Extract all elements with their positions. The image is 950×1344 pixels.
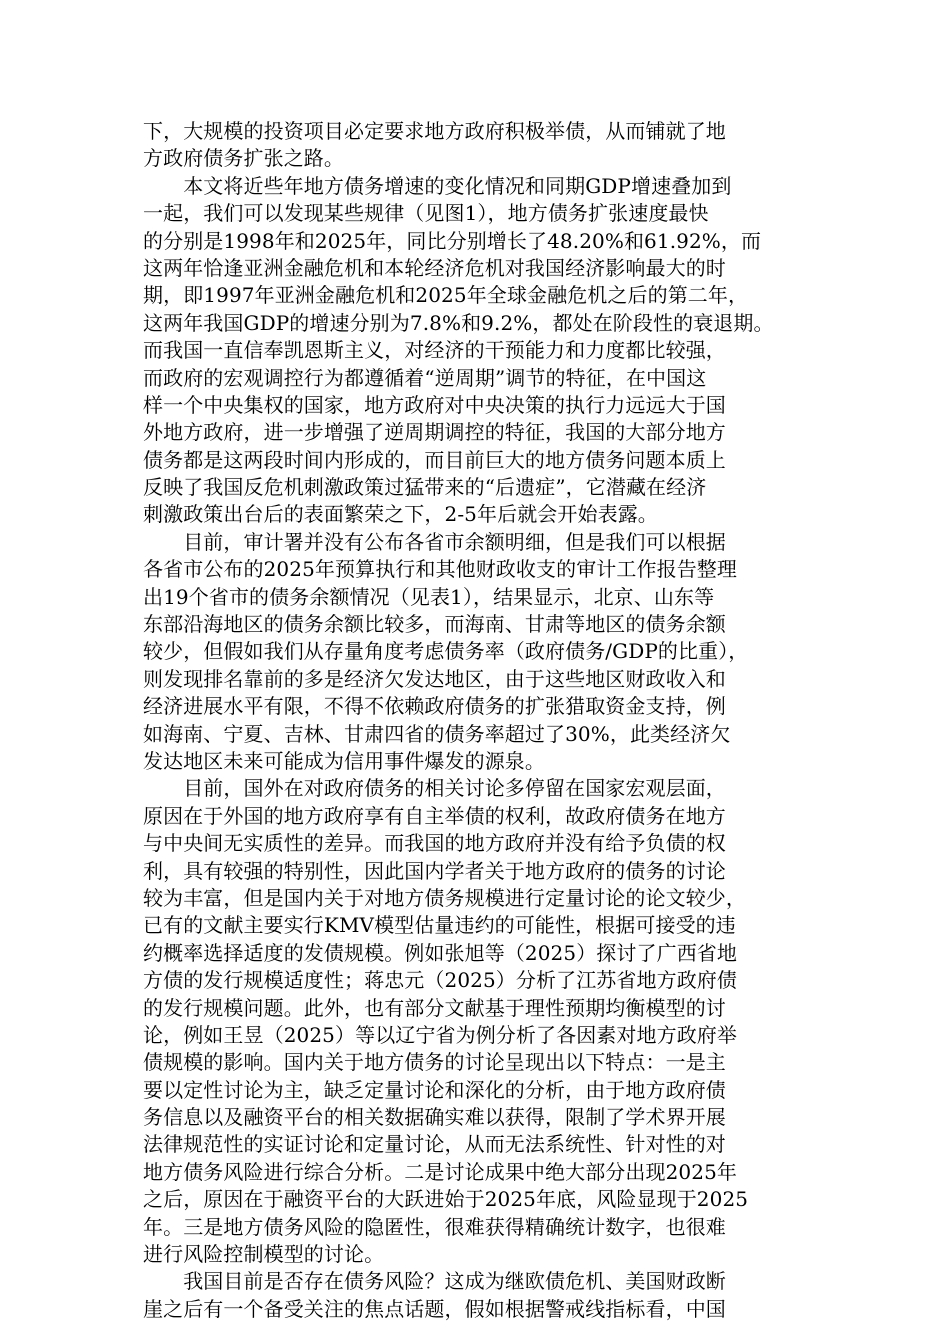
text-line: 期，即1997年亚洲金融危机和2025年全球金融危机之后的第二年，: [143, 283, 749, 308]
text-line: 与中央间无实质性的差异。而我国的地方政府并没有给予负债的权: [143, 831, 726, 856]
text-line: 经济进展水平有限，不得不依赖政府债务的扩张猎取资金支持，例: [143, 694, 726, 719]
paragraph-5: [143, 1268, 819, 1323]
text-line: 目前，国外在对政府债务的相关讨论多停留在国家宏观层面，: [143, 776, 726, 801]
text-line: 本文将近些年地方债务增速的变化情况和同期GDP增速叠加到: [143, 173, 732, 198]
text-line: 利，具有较强的特别性，因此国内学者关于地方政府的债务的讨论: [143, 858, 726, 883]
text-line: 这两年恰逢亚洲金融危机和本轮经济危机对我国经济影响最大的时: [143, 255, 726, 280]
text-line: 各省市公布的2025年预算执行和其他财政收支的审计工作报告整理: [143, 557, 737, 582]
text-line: 方债的发行规模适度性；蒋忠元（2025）分析了江苏省地方政府债: [143, 968, 737, 993]
text-line: 已有的文献主要实行KMV模型估量违约的可能性，根据可接受的违: [143, 913, 736, 938]
text-line: 务信息以及融资平台的相关数据确实难以获得，限制了学术界开展: [143, 1105, 726, 1130]
text-line: 我国目前是否存在债务风险？这成为继欧债危机、美国财政断: [143, 1269, 726, 1294]
text-line: 而政府的宏观调控行为都遵循着“逆周期”调节的特征，在中国这: [143, 365, 707, 390]
text-line: 的发行规模问题。此外，也有部分文献基于理性预期均衡模型的讨: [143, 995, 726, 1020]
text-line: 崖之后有一个备受关注的焦点话题，假如根据警戒线指标看，中国: [143, 1296, 726, 1321]
text-line: 进行风险控制模型的讨论。: [143, 1242, 385, 1267]
text-line: 下，大规模的投资项目必定要求地方政府积极举债，从而铺就了地: [143, 119, 726, 143]
text-line: 发达地区未来可能成为信用事件爆发的源泉。: [143, 748, 545, 773]
text-line: 样一个中央集权的国家，地方政府对中央决策的执行力远远大于国: [143, 392, 726, 417]
text-line: 目前，审计署并没有公布各省市余额明细，但是我们可以根据: [143, 529, 726, 554]
text-line: 这两年我国GDP的增速分别为7.8%和9.2%，都处在阶段性的衰退期。: [143, 310, 774, 335]
text-line: 地方债务风险进行综合分析。二是讨论成果中绝大部分出现2025年: [143, 1159, 737, 1184]
text-line: 债务都是这两段时间内形成的，而目前巨大的地方债务问题本质上: [143, 447, 726, 472]
text-line: 反映了我国反危机刺激政策过猛带来的“后遗症”，它潜藏在经济: [143, 475, 707, 500]
text-line: 出19个省市的债务余额情况（见表1），结果显示，北京、山东等: [143, 584, 715, 609]
text-line: 年。三是地方债务风险的隐匿性，很难获得精确统计数字，也很难: [143, 1214, 726, 1239]
text-line: 较为丰富，但是国内关于对地方债务规模进行定量讨论的论文较少，: [143, 885, 746, 910]
text-line: 如海南、宁夏、吉林、甘肃四省的债务率超过了30%，此类经济欠: [143, 721, 731, 746]
document-page: [143, 118, 819, 1323]
text-line: 要以定性讨论为主，缺乏定量讨论和深化的分析，由于地方政府债: [143, 1077, 726, 1102]
paragraph-2: [143, 173, 819, 529]
text-line: 之后，原因在于融资平台的大跃进始于2025年底，风险显现于2025: [143, 1187, 749, 1212]
text-line: 较少，但假如我们从存量角度考虑债务率（政府债务/GDP的比重），: [143, 639, 749, 664]
text-line: 刺激政策出台后的表面繁荣之下，2-5年后就会开始表露。: [143, 502, 658, 527]
text-line: 而我国一直信奉凯恩斯主义，对经济的干预能力和力度都比较强，: [143, 338, 726, 363]
text-line: 则发现排名靠前的多是经济欠发达地区，由于这些地区财政收入和: [143, 666, 726, 691]
text-line: 一起，我们可以发现某些规律（见图1），地方债务扩张速度最快: [143, 201, 709, 226]
text-line: 原因在于外国的地方政府享有自主举债的权利，故政府债务在地方: [143, 803, 726, 828]
text-line: 东部沿海地区的债务余额比较多，而海南、甘肃等地区的债务余额: [143, 612, 726, 637]
text-line: 法律规范性的实证讨论和定量讨论，从而无法系统性、针对性的对: [143, 1132, 726, 1157]
paragraph-1: [143, 118, 819, 173]
text-line: 约概率选择适度的发债规模。例如张旭等（2025）探讨了广西省地: [143, 940, 737, 965]
text-line: 论，例如王昱（2025）等以辽宁省为例分析了各因素对地方政府举: [143, 1022, 737, 1047]
paragraph-3: [143, 529, 819, 776]
paragraph-4: [143, 775, 819, 1268]
text-line: 债规模的影响。国内关于地方债务的讨论呈现出以下特点：一是主: [143, 1050, 726, 1075]
text-line: 的分别是1998年和2025年，同比分别增长了48.20%和61.92%，而: [143, 228, 762, 253]
text-line: 外地方政府，进一步增强了逆周期调控的特征，我国的大部分地方: [143, 420, 726, 445]
text-line: 方政府债务扩张之路。: [143, 146, 344, 171]
